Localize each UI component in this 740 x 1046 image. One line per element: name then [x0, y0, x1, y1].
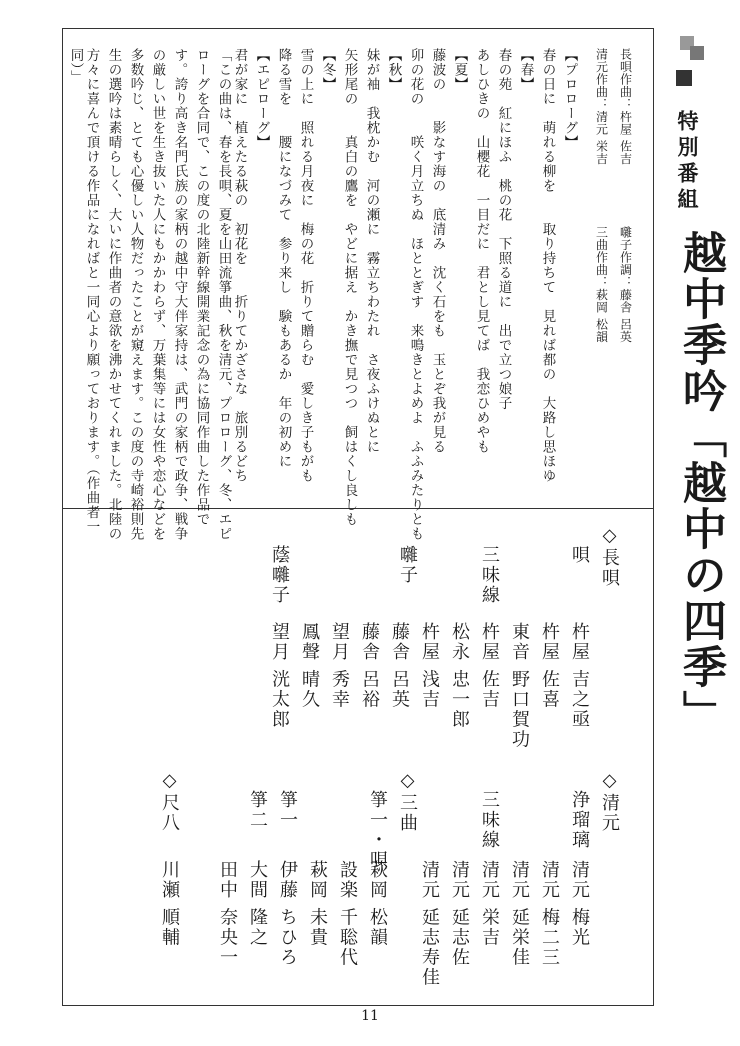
lyric-line: 降る雪を 腰になづみて 参り来し 験もあるか 年の初めに — [275, 48, 292, 469]
cast-name: 藤舎 呂裕 — [359, 622, 380, 710]
cast-role: 箏一・唄 — [367, 790, 388, 870]
cast-role: ◇三曲 — [397, 770, 418, 833]
lyric-line: 【春】 — [517, 48, 534, 92]
cast-name: 杵屋 佐吉 — [479, 622, 500, 710]
cast-role: ◇長唄 — [599, 525, 620, 588]
cast-role: 箏一 — [277, 790, 298, 830]
cast-name: 設楽 千聡代 — [337, 860, 358, 968]
cast-name: 川瀬 順輔 — [159, 860, 180, 948]
cast-name: 清元 延志佐 — [449, 860, 470, 968]
lyric-line: あしひきの 山櫻花 一目だに 君とし見てば 我恋ひめやも — [473, 48, 490, 454]
cast-name: 清元 梅光 — [569, 860, 590, 948]
lyric-line: 【秋】 — [385, 48, 402, 92]
lyric-line: 卯の花の 咲く月立ちぬ ほととぎす 来鳴きとよめよ ふふみたりとも — [407, 48, 424, 541]
credit-nagauta: 長唄作曲：杵屋 佐吉 — [618, 48, 633, 165]
commentary-line: 同）」 — [67, 48, 84, 85]
credit-kiyomoto: 清元作曲：清元 栄吉 — [594, 48, 609, 165]
lyric-line: 藤波の 影なす海の 底清み 沈く石をも 玉とぞ我が見る — [429, 48, 446, 454]
lyric-line: 【夏】 — [451, 48, 468, 92]
cast-role: ◇清元 — [599, 770, 620, 833]
decor-square-dark — [676, 70, 692, 86]
cast-name: 望月 洸太郎 — [269, 622, 290, 730]
cast-name: 松永 忠一郎 — [449, 622, 470, 730]
cast-name: 萩岡 松韻 — [367, 860, 388, 948]
cast-name: 清元 延志寿佳 — [419, 860, 440, 988]
program-label: 特別番組 — [675, 110, 700, 214]
lyric-line: 【エピローグ】 — [253, 48, 270, 150]
cast-name: 藤舎 呂英 — [389, 622, 410, 710]
credit-hayashi: 囃子作調：藤舎 呂英 — [618, 226, 633, 343]
cast-name: 清元 栄吉 — [479, 860, 500, 948]
cast-name: 望月 秀幸 — [329, 622, 350, 710]
commentary-line: す。誇り高き名門氏族の家柄の越中守大伴家持は、武門の家柄で政争、戦争 — [171, 48, 188, 541]
cast-role: 三味線 — [479, 545, 500, 605]
cast-name: 田中 奈央一 — [217, 860, 238, 968]
lyric-line: 春の苑 紅にほふ 桃の花 下照る道に 出で立つ娘子 — [495, 48, 512, 411]
cast-name: 清元 延栄佳 — [509, 860, 530, 968]
cast-name: 伊藤 ちひろ — [277, 860, 298, 968]
commentary-line: 多数吟じ、とても心優しい人物だったことが窺えます。この度の寺崎裕則先 — [127, 48, 144, 541]
cast-name: 杵屋 吉之亟 — [569, 622, 590, 730]
cast-role: ◇尺八 — [159, 770, 180, 833]
cast-name: 萩岡 未貴 — [307, 860, 328, 948]
decor-square-mid — [690, 46, 704, 60]
page-number: 11 — [361, 1008, 379, 1024]
commentary-line: の厳しい世を生き抜いた人にもかかわらず、万葉集等には女性や恋心などを — [149, 48, 166, 541]
cast-name: 東音 野口賀功 — [509, 622, 530, 750]
commentary-line: 「この曲は、春を長唄、夏を山田流箏曲、秋を清元、プロローグ、冬、エピ — [215, 48, 232, 541]
lyric-line: 【冬】 — [319, 48, 336, 92]
lyric-line: 【プロローグ】 — [561, 48, 578, 150]
cast-name: 杵屋 佐喜 — [539, 622, 560, 710]
cast-role: 箏二 — [247, 790, 268, 830]
commentary-line: 方々に喜んで頂ける作品になればと一同心より願っております。（作曲者一 — [83, 48, 100, 535]
cast-name: 大間 隆之 — [247, 860, 268, 948]
lyric-line: 矢形尾の 真白の鷹を やどに据え かき撫で見つつ 飼はくし良しも — [341, 48, 358, 527]
lyric-line: 妹が袖 我枕かむ 河の瀬に 霧立ちわたれ さ夜ふけぬとに — [363, 48, 380, 454]
commentary-line: ローグを合同で、この度の北陸新幹線開業記念の為に協同作曲した作品で — [193, 48, 210, 527]
credit-sankyoku: 三曲作曲：萩岡 松韻 — [594, 226, 609, 343]
lyric-line: 春の日に 萌れる柳を 取り持ちて 見れば都の 大路し思ほゆ — [539, 48, 556, 483]
lyric-line: 君が家に 植えたる萩の 初花を 折りてかざさな 旅別るどち — [231, 48, 248, 483]
cast-role: 蔭囃子 — [269, 545, 290, 605]
cast-role: 囃子 — [397, 545, 418, 585]
cast-name: 杵屋 浅吉 — [419, 622, 440, 710]
cast-name: 清元 梅二三 — [539, 860, 560, 968]
cast-name: 鳳聲 晴久 — [299, 622, 320, 710]
cast-role: 三味線 — [479, 790, 500, 850]
lyric-line: 雪の上に 照れる月夜に 梅の花 折りて贈らむ 愛しき子もがも — [297, 48, 314, 483]
commentary-line: 生の選吟は素晴らしく、大いに作曲者の意欲を沸かせてくれました。北陸の — [105, 48, 122, 541]
cast-role: 唄 — [569, 525, 590, 565]
cast-role: 浄瑠璃 — [569, 790, 590, 850]
page-title: 越中季吟「越中の四季」 — [675, 230, 726, 736]
